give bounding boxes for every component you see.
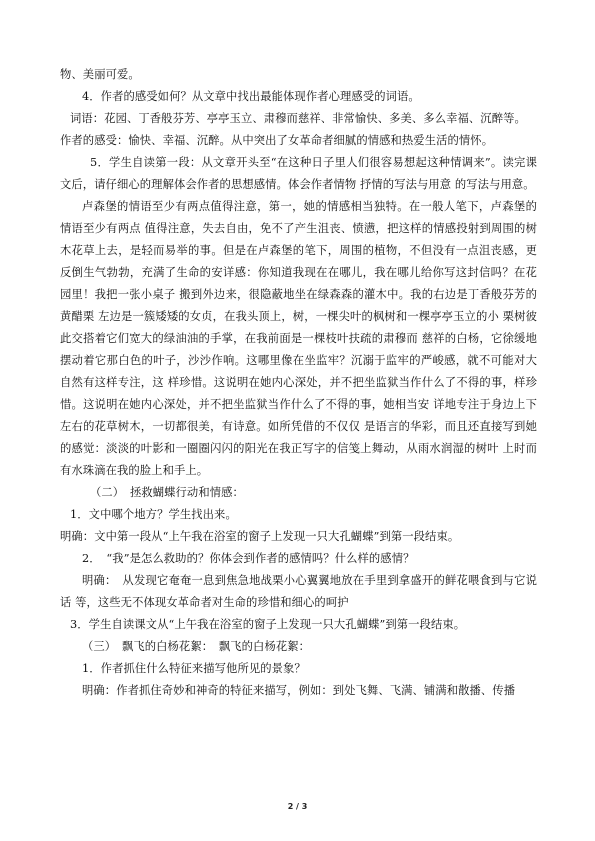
question-2: 2． “我”是怎么救助的？你体会到作者的感情吗？什么样的感情？ (82, 552, 415, 565)
question-5: 5．学生自读第一段：从文章开头至“在这种日子里人们很容易想起这种情调来”。读完课文后，请仔细心的理解体会作者的思想感情。体会作者情物 抒情的写法与用意 的写法与用意。 (60, 156, 537, 191)
question-4: 4．作者的感受如何？从文章中找出最能体现作者心理感受的词语。 (82, 90, 420, 103)
analysis-paragraph: 卢森堡的情语至少有两点值得注意，第一，她的情感相当独特。在一般人笔下，卢森堡的情语至少有两点 值得注意，失去自由，免不了产生沮丧、愤懑，把这样的情感投射到周围的树木花草上去，是轻而易举的事。但是在卢森堡的笔下，周围的植物，不但没有一点沮丧感，更反倒生气勃勃，充满了生命的安详感：你知道我现在在哪儿，我在哪儿给你写这封信吗？在花园里！我把一张小桌子 搬到外边来，很隐蔽地坐在绿森森的灌木中。我的右边是丁香般芬芳的黄醋栗 左边是一簇矮矮的女贞，在我头顶上，树，一棵尖叶的枫树和一棵亭亭玉立的小 栗树彼此交搭着它们宽大的绿油油的手掌，在我前面是一棵枝叶扶疏的肃穆而 慈祥的白杨，它徐缓地摆动着它那白色的叶子，沙沙作响。这哪里像在坐监牢？沉溺于监牢的严峻感，就不可能对大自然有这样专注，这 样珍惜。这说明在她内心深处，并不把坐监狱当作什么了不得的事，样珍惜。这说明在她内心深处，并不把坐监狱当作什么了不得的事，她相当安 详地专注于身边上下左右的花草树木，一切都很美，有诗意。如所凭借的不仅仅 是语言的华彩，而且还直接写到她的感觉：淡淡的叶影和一圈圈闪闪的阳光在我正写字的信笺上舞动，从雨水润湿的树叶 上时而有水珠滴在我的脸上和手上。 (60, 200, 537, 477)
answer-feelings: 作者的感受：愉快、幸福、沉醉。从中突出了女革命者细腻的情感和热爱生活的情怀。 (60, 134, 494, 147)
section-heading-3: （三） 飘飞的白杨花絮： 飘飞的白杨花絮： (82, 640, 311, 653)
question-1: 1．文中哪个地方？学生找出来。 (70, 508, 237, 521)
answer-1: 明确：文中第一段从“上午我在浴室的窗子上发现一只大孔蝴蝶”到第一段结束。 (60, 530, 460, 543)
question-1b: 1．作者抓住什么特征来描写他所见的景象？ (82, 662, 306, 675)
section-heading-2: （二） 拯救蝴蝶行动和情感： (90, 486, 244, 499)
answer-1b: 明确：作者抓住奇妙和神奇的特征来描写，例如：到处飞舞、飞满、铺满和散播、传播 (82, 684, 516, 697)
answer-2: 明确： 从发现它奄奄一息到焦急地战栗小心翼翼地放在手里到拿盛开的鲜花喂食到与它说话 等，这些无不体现女革命者对生命的珍惜和细心的呵护 (60, 574, 537, 609)
answer-words: 词语：花园、丁香般芬芳、亭亭玉立、肃穆而慈祥、非常愉快、多美、多么幸福、沉醉等。 (70, 112, 526, 125)
page-number: 2 / 3 (287, 802, 308, 811)
paragraph-continuation: 物、美丽可爱。 (60, 68, 140, 81)
document-body (60, 64, 537, 702)
question-3: 3．学生自读课文从“上午我在浴室的窗子上发现一只大孔蝴蝶”到第一段结束。 (70, 618, 466, 631)
